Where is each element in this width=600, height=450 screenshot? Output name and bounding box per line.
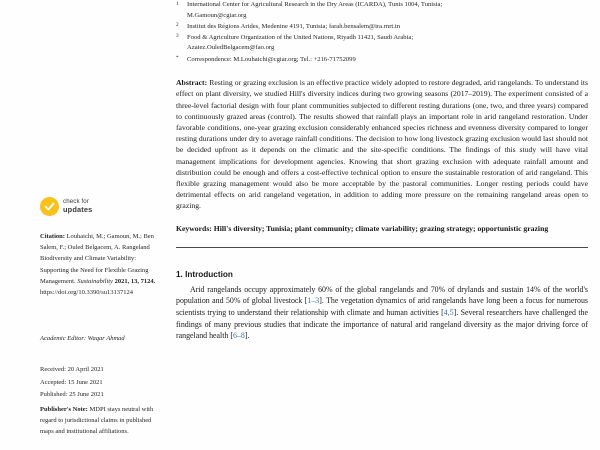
academic-editor-label: Academic Editor: — [40, 335, 87, 342]
date-received: Received: 20 April 2021 — [40, 366, 104, 373]
abstract-text: Resting or grazing exclusion is an effective practice widely adopted to restore degraded, arid rangelands. To understand its effect on plant diversity, we studied Hill's diversity indices during two growing seasons (2017–2019). The experiment consisted of a three-level factorial design with four plant communities subjected to different resting durations (one, two, and three years) compared to continuously grazed areas (control). The results showed that rainfall plays an important role in arid rangeland restoration. Under favorable conditions, one-year grazing exclusion considerably enhanced species richness and evenness diversity compared to longer resting durations under dry to average rainfall conditions. The decision to how long livestock grazing exclusion would last should not be decided upfront as it depends on the climatic and the site-specific conditions. The findings of this study will have vital management implications for development agencies. Knowing that short grazing exclusion with adequate rainfall amount and distribution could be enough and offers a cost-effective technical option to ensure the sustainable restoration of arid rangeland. This flexible grazing management would also be more acceptable by the pastoral communities. Longer resting periods could have detrimental effects on arid rangeland vegetation, in addition to adding more pressure on the remaining rangeland areas open to grazing. — [176, 78, 588, 211]
keywords-paragraph — [176, 223, 588, 234]
affiliation-item — [176, 22, 588, 33]
date-accepted: Accepted: 15 June 2021 — [40, 378, 103, 386]
citation-block — [40, 231, 158, 298]
academic-editor-block — [40, 333, 158, 344]
intro-text-part-4: ]. — [244, 331, 250, 341]
keywords-label: Keywords: — [176, 223, 212, 233]
affiliation-text-wrap — [187, 22, 588, 33]
badge-line-2: updates — [63, 204, 93, 214]
publisher-note-text: MDPI stays neutral with regard to jurisdictional claims in published maps and institutional affiliations. — [40, 406, 154, 436]
abstract-paragraph — [176, 77, 588, 211]
citation-journal: Sustainability — [77, 277, 113, 285]
affiliation-text: Food & Agriculture Organization of the United Nations, Riyadh 11421, Saudi Arabia; — [187, 33, 414, 41]
check-for-updates-label — [63, 199, 92, 214]
affiliation-text: International Center for Agricultural Research in the Dry Areas (ICARDA), Tunis 1004, Tunisia; — [187, 1, 443, 8]
affiliation-email[interactable]: Azaiez.OuledBelgacem@fao.org — [187, 44, 275, 52]
affiliation-email[interactable]: M.Gamoun@cgiar.org — [187, 11, 247, 19]
introduction-heading: 1. Introduction — [176, 269, 233, 279]
affiliation-text-wrap — [187, 0, 588, 21]
citation-doi[interactable]: https://doi.org/10.3390/su13137124 — [40, 288, 134, 296]
citation-text: Louhaichi, M.; Gamoun, M.; Ben Salem, F.; Ouled Belgacem, A. Rangeland Biodiversity and Climate Variability: Supporting the Need for Flexible Grazing Management. — [40, 233, 154, 285]
abstract-label: Abstract: — [176, 78, 208, 88]
date-published: Published: 25 June 2021 — [40, 391, 104, 399]
affiliation-item — [176, 33, 588, 54]
check-circle-icon — [40, 197, 59, 216]
reference-link-3[interactable]: 6–8 — [232, 331, 245, 341]
intro-text-part-1: Arid rangelands occupy approximately 60% of the global rangelands and 70% of drylands and sustain 14% of the world's population and 50% of global livestock [ — [176, 284, 588, 306]
affiliation-marker: 1 — [176, 0, 179, 7]
publisher-note-block — [40, 404, 158, 438]
correspondence-marker: * — [176, 55, 179, 62]
check-for-updates-badge[interactable] — [40, 197, 92, 216]
intro-text-part-2: ]. The vegetation dynamics of arid rangelands have long been a focus for numerous scientists trying to understand their relationship with climate and human activities [ — [176, 296, 588, 318]
introduction-paragraph — [176, 284, 588, 342]
citation-volume: 2021, 13, 7124. — [112, 277, 156, 285]
section-divider — [176, 247, 588, 248]
affiliation-marker: 3 — [176, 33, 179, 40]
main-column — [176, 0, 588, 342]
citation-label: Citation: — [40, 233, 65, 240]
publisher-note-label: Publisher's Note: — [40, 406, 88, 413]
affiliation-item — [176, 0, 588, 21]
affiliation-text-wrap — [187, 33, 588, 54]
reference-link-2[interactable]: 4,5 — [443, 308, 454, 318]
affiliation-text: Institut des Régions Arides, Medenine 4191, Tunisia; farah.bensalem@ira.rnrt.tn — [187, 22, 401, 30]
keywords-text: Hill's diversity; Tunisia; plant community; climate variability; grazing strategy; opportunistic grazing — [211, 223, 549, 233]
correspondence-text[interactable]: Correspondence: M.Louhaichi@cgiar.org; Tel.: +216-71752099 — [187, 55, 356, 63]
reference-link-1[interactable]: 1–3 — [307, 296, 320, 306]
sidebar — [0, 0, 170, 450]
intro-text-part-3: ]. Several researchers have challenged the findings of many previous studies that indicate the importance of natural arid rangeland diversity as the major driving force of rangeland health [ — [176, 308, 588, 341]
affiliation-marker: 2 — [176, 22, 179, 29]
badge-line-1: check for — [63, 198, 90, 206]
academic-editor-name: Waqar Ahmad — [86, 335, 125, 342]
affiliations-list — [176, 0, 588, 65]
correspondence-item — [176, 55, 588, 66]
publication-dates-block — [40, 364, 158, 402]
